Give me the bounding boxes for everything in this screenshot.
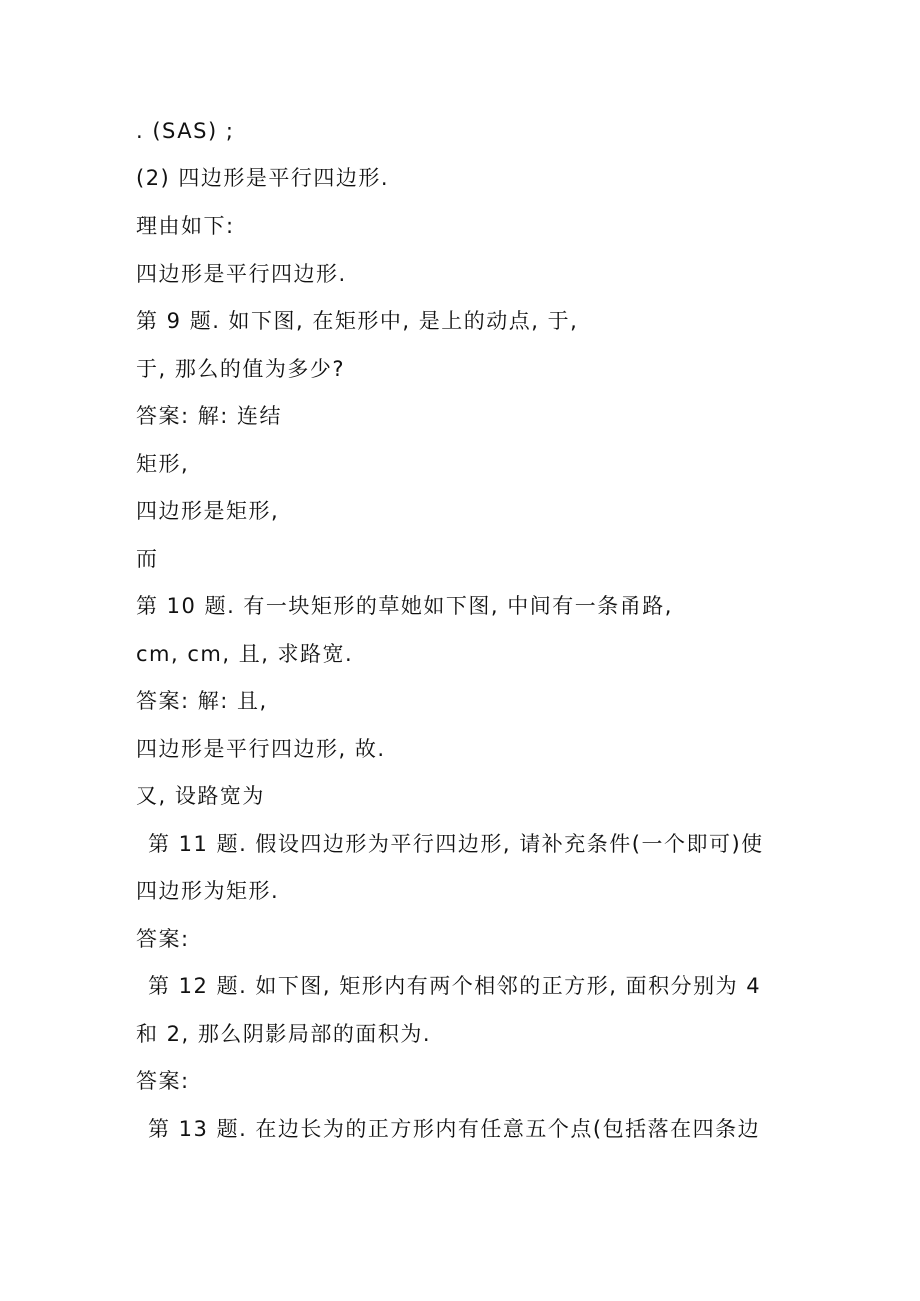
answer-11-line-1: 答案: xyxy=(136,927,190,951)
answer-9-line-2: 矩形, xyxy=(136,452,190,476)
question-12-line-2: 和 2, 那么阴影局部的面积为. xyxy=(136,1022,432,1046)
answer-12-line-1: 答案: xyxy=(136,1069,190,1093)
answer-9-line-4: 而 xyxy=(136,547,159,571)
question-12-line-1: 第 12 题. 如下图, 矩形内有两个相邻的正方形, 面积分别为 4 xyxy=(148,974,762,998)
answer-10-line-3: 又, 设路宽为 xyxy=(136,784,265,808)
answer-9-line-3: 四边形是矩形, xyxy=(136,499,280,523)
question-9-line-2: 于, 那么的值为多少? xyxy=(136,357,345,381)
question-10-line-1: 第 10 题. 有一块矩形的草她如下图, 中间有一条甬路, xyxy=(136,594,673,618)
text-line-reason: 理由如下: xyxy=(136,214,235,238)
text-line-q2-statement: (2) 四边形是平行四边形. xyxy=(136,166,390,190)
question-11-line-1: 第 11 题. 假设四边形为平行四边形, 请补充条件(一个即可)使 xyxy=(148,832,764,856)
question-10-line-2: cm, cm, 且, 求路宽. xyxy=(136,642,354,666)
answer-10-line-1: 答案: 解: 且, xyxy=(136,689,268,713)
answer-10-line-2: 四边形是平行四边形, 故. xyxy=(136,737,386,761)
text-line-conclusion: 四边形是平行四边形. xyxy=(136,262,347,286)
text-line-sas: . (SAS) ; xyxy=(136,119,235,143)
question-13-line-1: 第 13 题. 在边长为的正方形内有任意五个点(包括落在四条边 xyxy=(148,1117,761,1141)
answer-9-line-1: 答案: 解: 连结 xyxy=(136,404,283,428)
question-11-line-2: 四边形为矩形. xyxy=(136,879,280,903)
question-9-line-1: 第 9 题. 如下图, 在矩形中, 是上的动点, 于, xyxy=(136,309,579,333)
